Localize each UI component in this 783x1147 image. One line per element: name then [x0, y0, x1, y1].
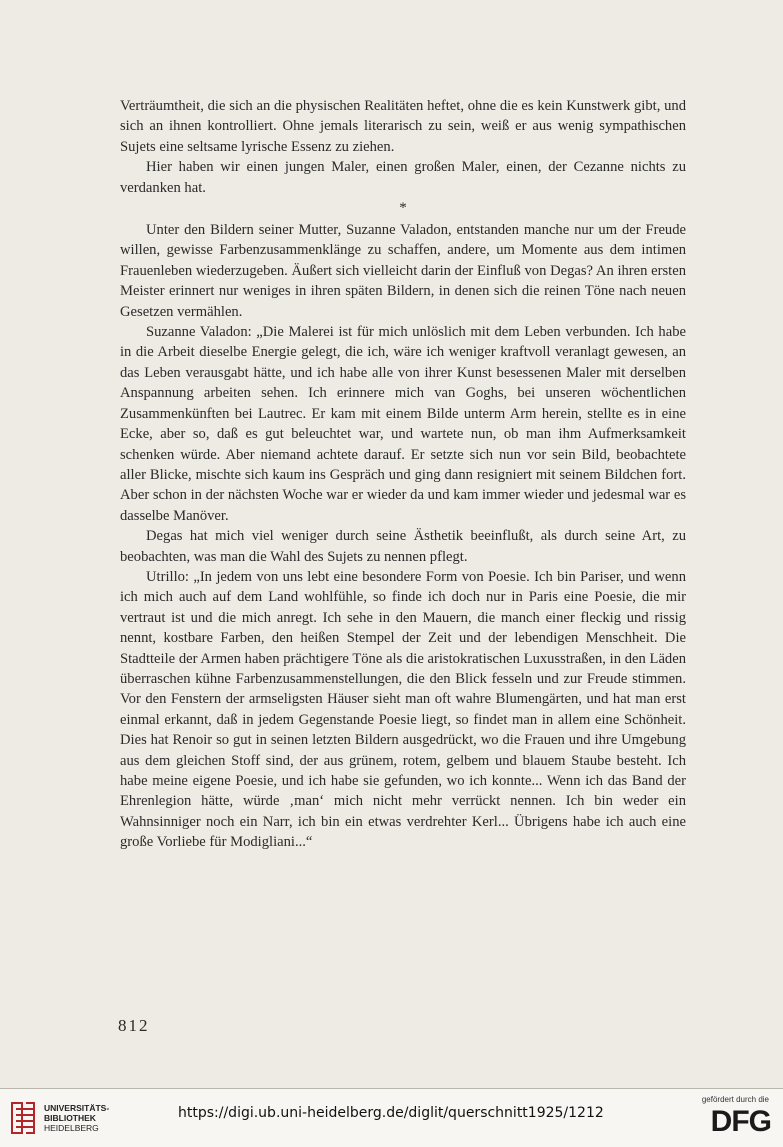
paragraph: Degas hat mich viel weniger durch seine Ästhetik beeinflußt, als durch seine Art, zu beobachten, was man die Wahl des Sujets zu nennen pflegt. — [120, 528, 686, 565]
university-library-name: UNIVERSITÄTS- BIBLIOTHEK HEIDELBERG — [44, 1103, 110, 1133]
dfg-logo: DFG — [710, 1105, 771, 1138]
paragraph: Verträumtheit, die sich an die physischen Realitäten heftet, ohne die es kein Kunstwerk gibt, und sich an ihnen kontrolliert. Ohne jemals literarisch zu sein, weiß er aus wenig sympathischen Sujets eine seltsame lyrische Essenz zu ziehen. — [120, 98, 686, 155]
paragraph: Hier haben wir einen jungen Maler, einen großen Maler, einen, der Cezanne nichts zu verdanken hat. — [120, 159, 686, 196]
funding-caption: gefördert durch die — [701, 1095, 769, 1104]
page-number: 812 — [118, 1016, 150, 1035]
viewer-footer — [0, 1088, 783, 1147]
paragraph: Utrillo: „In jedem von uns lebt eine besondere Form von Poesie. Ich bin Pariser, und wenn ich mich auch auf dem Land wohlfühle, so finde ich doch nur in Paris eine Poesie, die mir vertraut ist und die mich anregt. Ich sehe in den Mauern, die manch einer fleckig und rissig nennt, kostbare Farben, den heißen Stempel der Zeit und der lebendigen Menschheit. Die Stadtteile der Armen haben prächtigere Töne als die aristokratischen Luxusstraßen, in den Läden überraschen kühne Farbenzusammenstellungen, die den Blick fesseln und zur Freude stimmen. Vor den Fenstern der armseligsten Häuser sieht man oft wahre Blumengärten, und hat man erst einmal erkannt, daß in jedem Gegenstande Poesie liegt, so findet man in allem eine Schönheit. Dies hat Renoir so gut in seinen letzten Bildern ausgedrückt, wo die Frauen und ihre Umgebung aus dem gleichen Stoff sind, der aus grünem, rotem, gelbem und blauem Staube besteht. Ich habe meine eigene Poesie, und ich habe sie gefunden, wo ich konnte... Wenn ich das Band der Ehrenlegion hätte, würde ‚man‘ mich nicht mehr verrückt nennen. Ich bin weder ein Wahnsinniger noch ein Narr, ich bin ein etwas verdrehter Kerl... Übrigens habe ich auch eine große Vorliebe für Modigliani...“ — [120, 568, 686, 851]
section-separator: * — [399, 200, 407, 217]
paragraph: Suzanne Valadon: „Die Malerei ist für mich unlöslich mit dem Leben verbunden. Ich habe in die Arbeit dieselbe Energie gelegt, die ich, wäre ich weniger kraftvoll veranlagt gewesen, an das Leben verausgabt hätte, und ich habe alle von ihrer Kunst besessenen Maler mit derselben Anspannung arbeiten sehen. Ich erinnere mich van Goghs, bei unseren wöchentlichen Zusammenkünften bei Lautrec. Er kam mit einem Bilde unterm Arm herein, stellte es in eine Ecke, aber so, daß es gut beleuchtet war, und wartete nun, ob man ihm Aufmerksamkeit schenken würde. Aber niemand achtete darauf. Er setzte sich nun vor sein Bild, beobachtete aller Blicke, mischte sich kaum ins Gespräch und ging dann resigniert mit seinem Bildchen fort. Aber schon in der nächsten Woche war er wieder da und kam immer wieder und jedesmal war es dasselbe Manöver. — [120, 324, 686, 524]
page-body-text — [120, 96, 686, 853]
university-library-logo-icon — [8, 1099, 38, 1137]
permalink-url[interactable]: https://digi.ub.uni-heidelberg.de/diglit/querschnitt1925/1212 — [178, 1105, 604, 1121]
paragraph: Unter den Bildern seiner Mutter, Suzanne Valadon, entstanden manche nur um der Freude willen, gewisse Farbenzusammenklänge zu schaffen, andere, um Momente aus dem intimen Frauenleben wiederzugeben. Äußert sich vielleicht darin der Einfluß von Degas? An ihren ersten Meister erinnert nur weniges in ihren späten Bildern, in denen sich die reinen Töne nach neuen Gesetzen vermählen. — [120, 222, 686, 320]
